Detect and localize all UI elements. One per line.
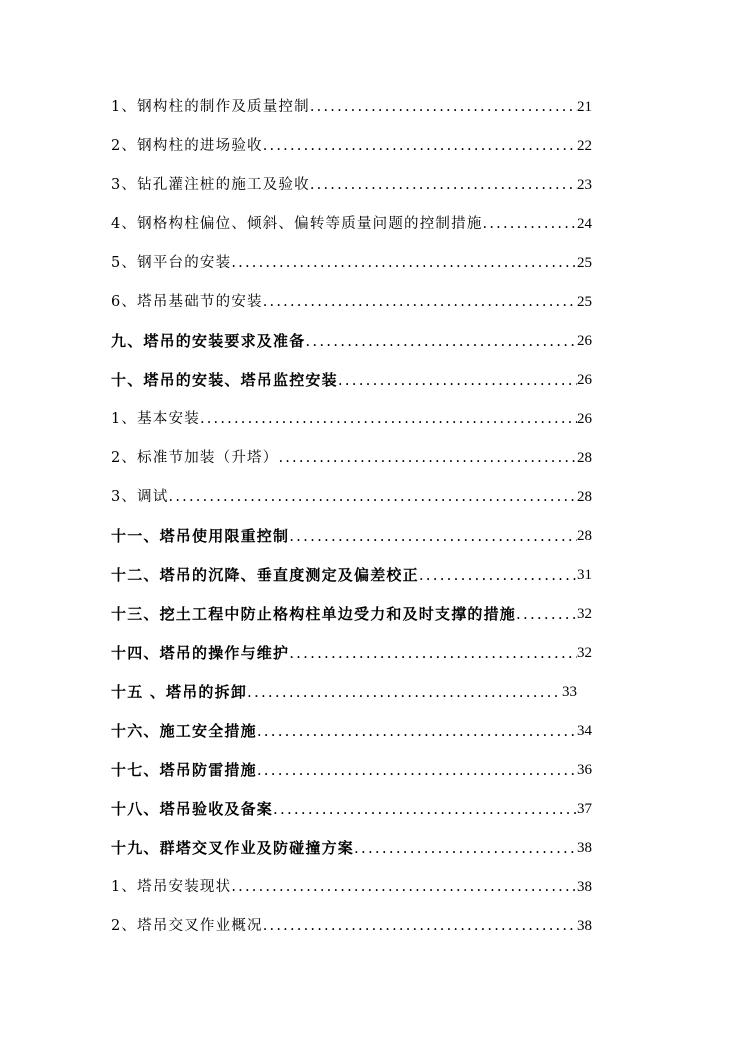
toc-leader-dots: [231, 868, 577, 907]
toc-entry[interactable]: [111, 478, 592, 517]
toc-leader-dots: [263, 907, 577, 946]
toc-entry[interactable]: [111, 868, 592, 907]
toc-entry-title: 十四、塔吊的操作与维护: [111, 644, 290, 662]
toc-leader-dots: [310, 166, 577, 205]
toc-entry-page: 21: [577, 99, 592, 115]
toc-entry-page: 38: [577, 918, 592, 934]
toc-leader-dots: [305, 322, 577, 361]
toc-leader-dots: [310, 88, 577, 127]
toc-entry[interactable]: [111, 790, 592, 829]
toc-entry-title: 十、塔吊的安装、塔吊监控安装: [111, 371, 338, 389]
toc-entry-page: 37: [577, 801, 592, 817]
toc-entry[interactable]: [111, 517, 592, 556]
toc-entry-title: 5、钢平台的安装: [111, 255, 232, 271]
toc-entry-title: 十六、施工安全措施: [111, 722, 257, 740]
toc-entry-title: 1、基本安装: [111, 411, 200, 427]
toc-entry-page: 34: [577, 723, 592, 739]
toc-entry-title: 十九、群塔交叉作业及防碰撞方案: [111, 839, 355, 857]
toc-entry-page: 23: [577, 177, 592, 193]
toc-leader-dots: [354, 829, 577, 868]
toc-entry[interactable]: [111, 439, 592, 478]
toc-entry[interactable]: [111, 634, 592, 673]
toc-leader-dots: [231, 244, 577, 283]
toc-entry-title: 十三、挖土工程中防止格构柱单边受力和及时支撑的措施: [111, 605, 517, 623]
toc-entry[interactable]: [111, 166, 592, 205]
toc-entry[interactable]: [111, 595, 592, 634]
table-of-contents: [111, 88, 592, 946]
toc-entry-page: 36: [577, 762, 592, 778]
toc-leader-dots: [200, 400, 577, 439]
toc-entry[interactable]: [111, 400, 592, 439]
toc-leader-dots: [483, 205, 577, 244]
toc-entry-title: 4、钢格构柱偏位、倾斜、偏转等质量问题的控制措施: [111, 216, 483, 232]
toc-entry[interactable]: [111, 556, 592, 595]
toc-entry-title: 1、钢构柱的制作及质量控制: [111, 99, 310, 115]
toc-entry-page: 31: [577, 567, 592, 583]
toc-entry-page: 24: [577, 216, 592, 232]
toc-entry[interactable]: [111, 907, 592, 946]
toc-entry-page: 28: [577, 489, 592, 505]
toc-entry-page: 26: [577, 411, 592, 427]
toc-leader-dots: [257, 712, 577, 751]
toc-leader-dots: [169, 478, 577, 517]
toc-entry[interactable]: [111, 205, 592, 244]
toc-entry-page: 38: [577, 879, 592, 895]
toc-entry-page: 32: [577, 606, 592, 622]
toc-entry-page: 32: [577, 645, 592, 661]
toc-entry[interactable]: [111, 673, 577, 712]
toc-entry-title: 十七、塔吊防雷措施: [111, 761, 257, 779]
toc-entry-title: 2、钢构柱的进场验收: [111, 138, 263, 154]
toc-entry[interactable]: [111, 127, 592, 166]
toc-entry-page: 33: [562, 684, 577, 700]
toc-entry-page: 26: [577, 372, 592, 388]
toc-entry-page: 38: [577, 840, 592, 856]
toc-entry-page: 22: [577, 138, 592, 154]
toc-entry-title: 十二、塔吊的沉降、垂直度测定及偏差校正: [111, 566, 419, 584]
toc-entry-title: 3、钻孔灌注桩的施工及验收: [111, 177, 310, 193]
toc-leader-dots: [263, 127, 577, 166]
toc-leader-dots: [419, 556, 577, 595]
toc-entry-title: 十五 、塔吊的拆卸: [111, 683, 248, 701]
toc-entry-title: 1、塔吊安装现状: [111, 879, 232, 895]
toc-entry[interactable]: [111, 88, 592, 127]
toc-leader-dots: [338, 361, 577, 400]
toc-entry[interactable]: [111, 361, 592, 400]
toc-entry-page: 25: [577, 255, 592, 271]
toc-entry[interactable]: [111, 244, 592, 283]
toc-entry-title: 十八、塔吊验收及备案: [111, 800, 274, 818]
toc-entry-page: 25: [577, 294, 592, 310]
toc-leader-dots: [289, 634, 577, 673]
toc-leader-dots: [263, 283, 577, 322]
toc-entry[interactable]: [111, 712, 592, 751]
toc-entry-title: 2、标准节加装（升塔）: [111, 450, 279, 466]
toc-entry-title: 2、塔吊交叉作业概况: [111, 918, 263, 934]
toc-entry[interactable]: [111, 751, 592, 790]
toc-entry[interactable]: [111, 322, 592, 361]
toc-leader-dots: [247, 673, 562, 712]
toc-entry-title: 十一、塔吊使用限重控制: [111, 527, 290, 545]
toc-entry-page: 28: [577, 528, 592, 544]
toc-entry-title: 九、塔吊的安装要求及准备: [111, 332, 306, 350]
toc-leader-dots: [257, 751, 577, 790]
toc-entry-title: 6、塔吊基础节的安装: [111, 294, 263, 310]
toc-leader-dots: [278, 439, 577, 478]
toc-entry-page: 26: [577, 333, 592, 349]
toc-leader-dots: [516, 595, 577, 634]
toc-leader-dots: [289, 517, 577, 556]
toc-entry[interactable]: [111, 283, 592, 322]
toc-leader-dots: [273, 790, 577, 829]
toc-entry-page: 28: [577, 450, 592, 466]
toc-entry-title: 3、调试: [111, 489, 169, 505]
toc-entry[interactable]: [111, 829, 592, 868]
